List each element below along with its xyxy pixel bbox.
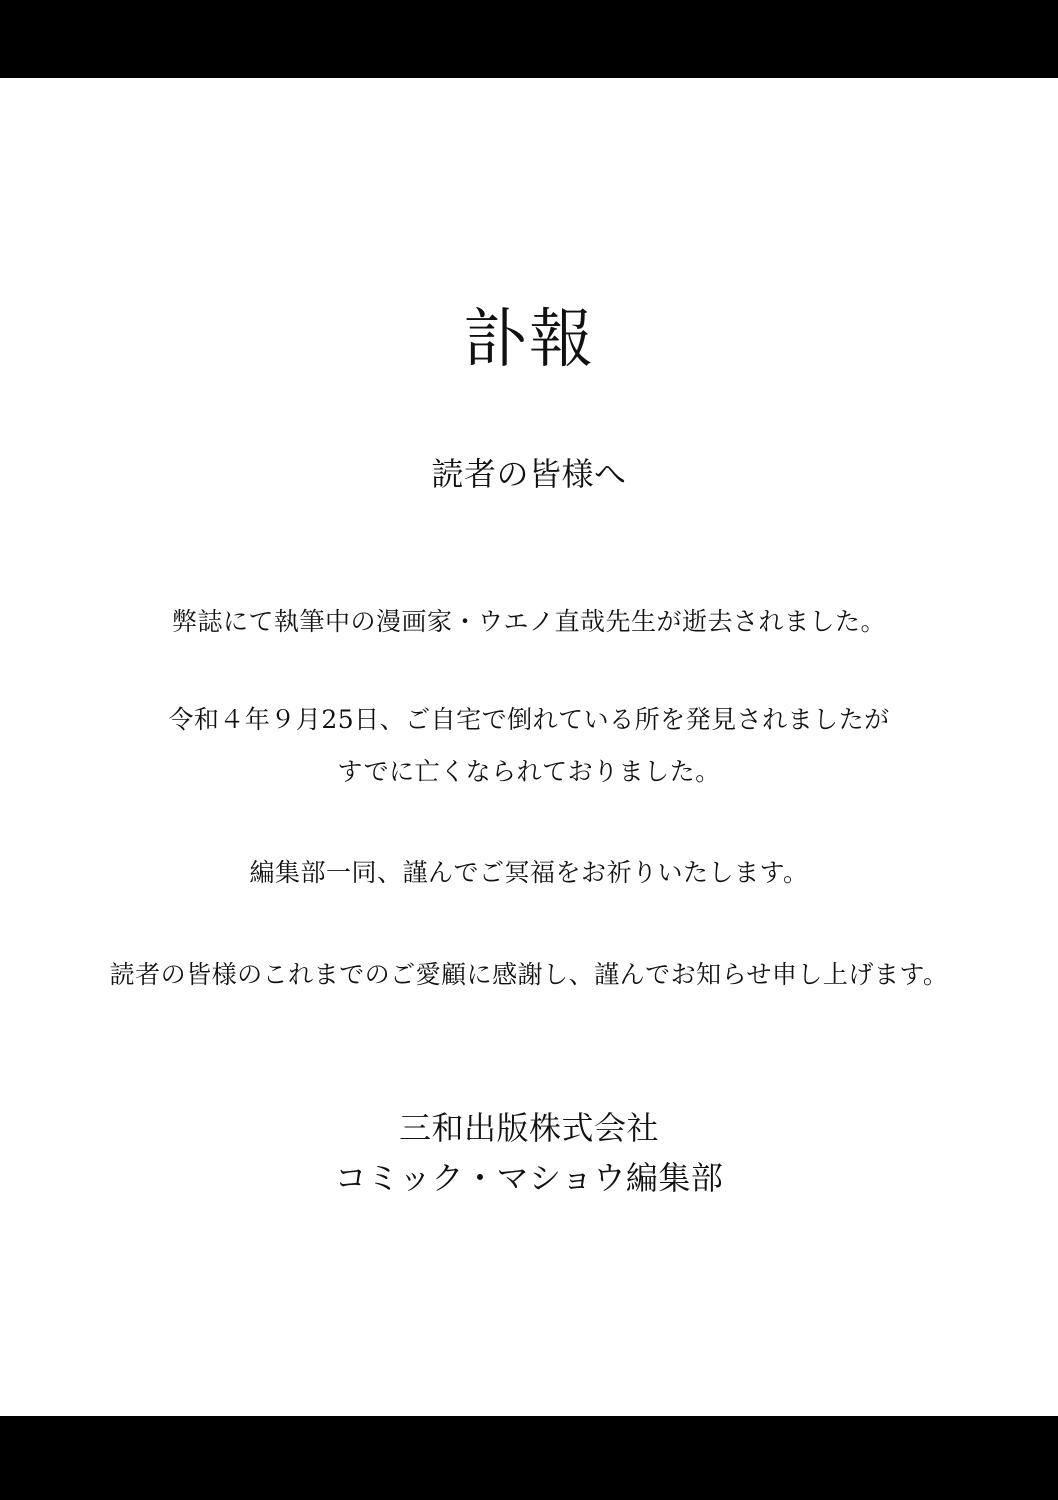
top-black-bar (0, 0, 1058, 78)
paragraph-announcement: 弊誌にて執筆中の漫画家・ウエノ直哉先生が逝去されました。 (171, 607, 886, 636)
signature-company: 三和出版株式会社 (398, 1109, 659, 1147)
signature-department: コミック・マショウ編集部 (334, 1159, 724, 1197)
paragraph-condolence: 編集部一同、謹んでご冥福をお祈りいたします。 (249, 858, 809, 887)
paragraph-date-line1: 令和４年９月25日、ご自宅で倒れている所を発見されましたが (168, 705, 890, 734)
paragraph-thanks: 読者の皆様のこれまでのご愛顧に感謝し、謹んでお知らせ申し上げます。 (109, 960, 949, 989)
paragraph-date-line2: すでに亡くなられておりました。 (337, 757, 721, 786)
salutation: 読者の皆様へ (431, 455, 627, 493)
bottom-black-bar (0, 1416, 1058, 1500)
notice-title: 訃報 (463, 303, 595, 377)
